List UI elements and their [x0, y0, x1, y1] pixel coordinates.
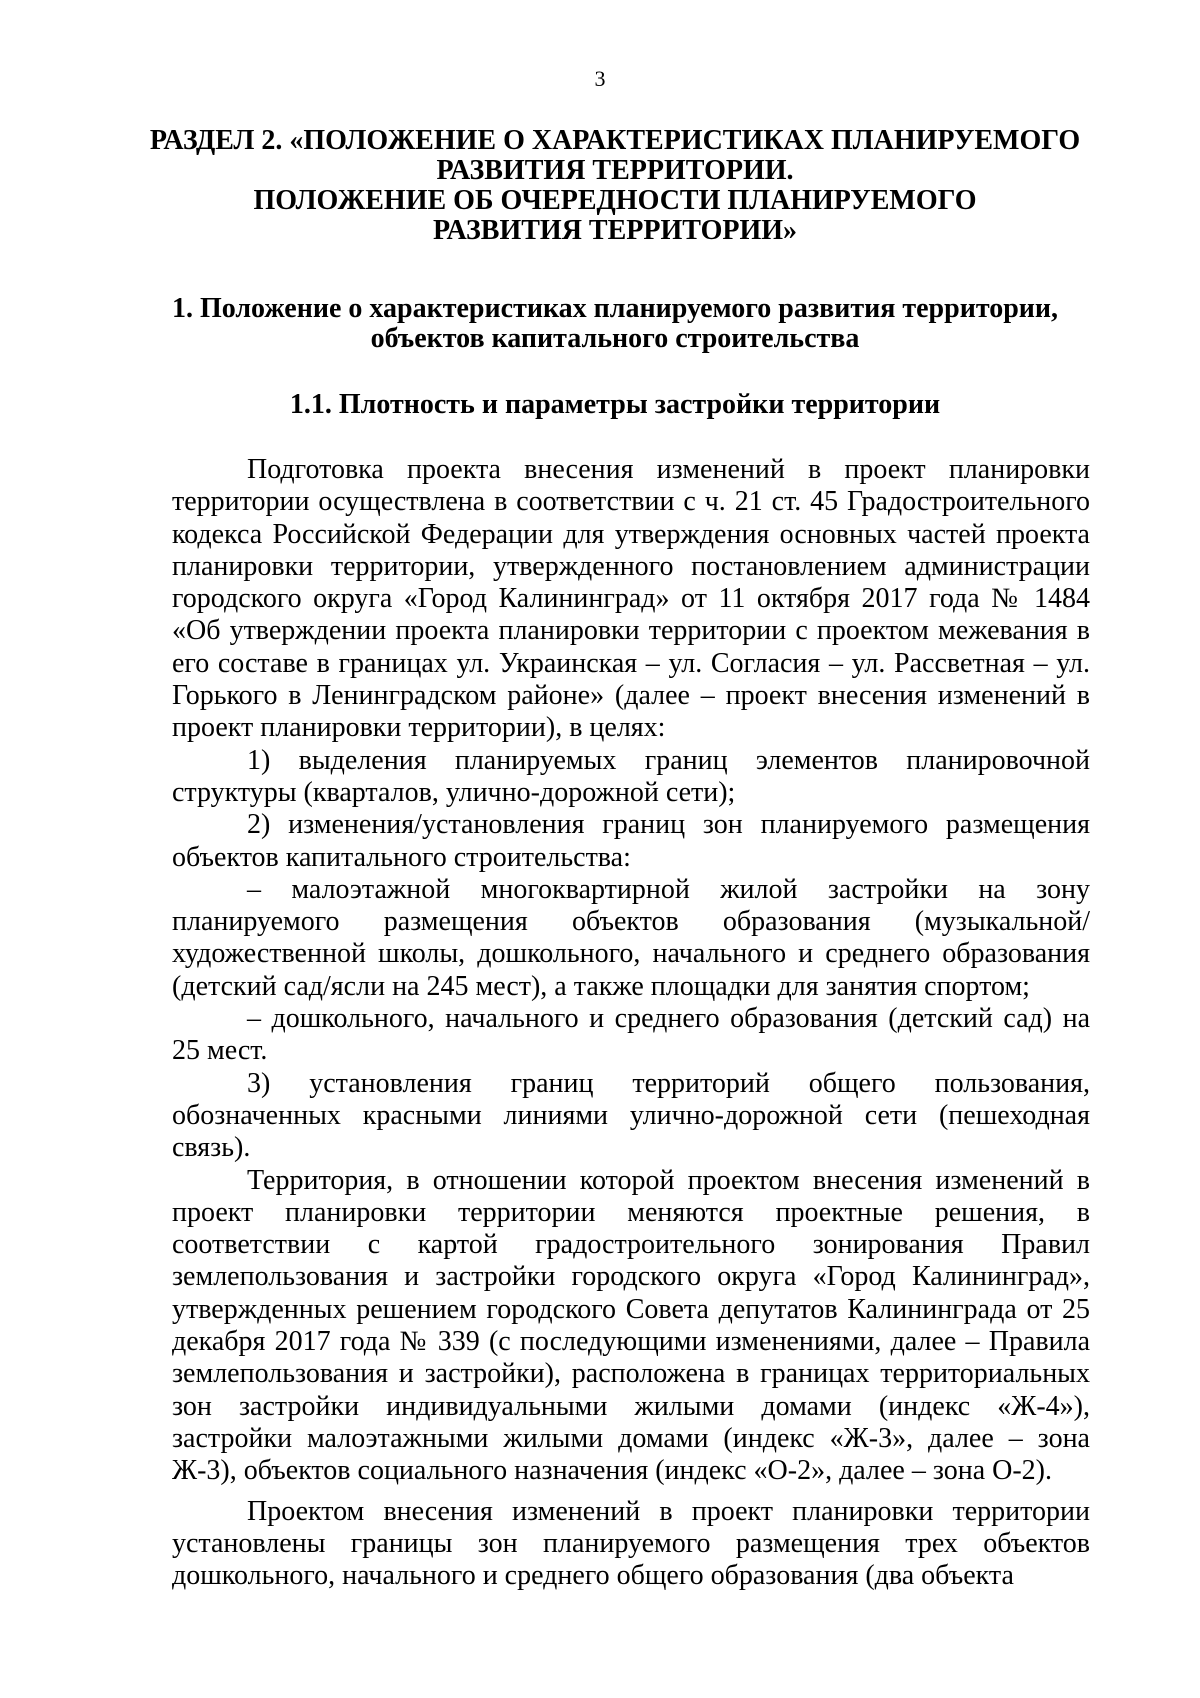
- heading-1-line: 1. Положение о характеристиках планируемого развития территории,: [171, 293, 1059, 324]
- section-title-line: РАЗВИТИЯ ТЕРРИТОРИИ.: [436, 155, 794, 186]
- paragraph-territory: Территория, в отношении которой проектом внесения изменений в проект планировки территории меняются проектные решения, в соответствии с картой градостроительного зонирования Правил землепользования и застройки городского округа «Город Калининград», утвержденных решением городского Совета депутатов Калининграда от 25 декабря 2017 года № 339 (с последующими изменениями, далее – Правила землепользования и застройки), расположена в границах территориальных зон застройки индивидуальными жилыми домами (индекс «Ж-4»), застройки малоэтажными жилыми домами (индекс «Ж-3», далее – зона Ж-3), объектов социального назначения (индекс «О-2», далее – зона О-2).: [172, 1164, 1090, 1487]
- list-item-3: 3) установления границ территорий общего пользования, обозначенных красными линиями улично-дорожной сети (пешеходная связь).: [172, 1067, 1090, 1164]
- list-subitem-2: – дошкольного, начального и среднего образования (детский сад) на 25 мест.: [172, 1003, 1090, 1067]
- page-number: 3: [594, 66, 606, 91]
- heading-1: [120, 294, 1110, 354]
- heading-1-1: 1.1. Плотность и параметры застройки территории: [289, 389, 941, 420]
- body-text: [172, 454, 1090, 1592]
- section-title-line: ПОЛОЖЕНИЕ ОБ ОЧЕРЕДНОСТИ ПЛАНИРУЕМОГО: [253, 185, 977, 216]
- list-subitem-1: – малоэтажной многоквартирной жилой застройки на зону планируемого размещения объектов образования (музыкальной/художественной школы, дошкольного, начального и среднего образования (детский сад/ясли на 245 мест), а также площадки для занятия спортом;: [172, 873, 1090, 1002]
- section-title: [120, 126, 1110, 246]
- section-title-line: РАЗДЕЛ 2. «ПОЛОЖЕНИЕ О ХАРАКТЕРИСТИКАХ ПЛАНИРУЕМОГО: [149, 125, 1081, 156]
- section-title-line: РАЗВИТИЯ ТЕРРИТОРИИ»: [432, 215, 798, 246]
- heading-1-line: объектов капитального строительства: [370, 323, 860, 354]
- list-item-2: 2) изменения/установления границ зон планируемого размещения объектов капитального строительства:: [172, 809, 1090, 873]
- list-item-1: 1) выделения планируемых границ элементов планировочной структуры (кварталов, улично-дорожной сети);: [172, 744, 1090, 808]
- paragraph-intro: Подготовка проекта внесения изменений в проект планировки территории осуществлена в соответствии с ч. 21 ст. 45 Градостроительного кодекса Российской Федерации для утверждения основных частей проекта планировки территории, утвержденного постановлением администрации городского округа «Город Калининград» от 11 октября 2017 года № 1484 «Об утверждении проекта планировки территории с проектом межевания в его составе в границах ул. Украинская – ул. Согласия – ул. Рассветная – ул. Горького в Ленинградском районе» (далее – проект внесения изменений в проект планировки территории), в целях:: [172, 454, 1090, 744]
- paragraph-zones: Проектом внесения изменений в проект планировки территории установлены границы зон планируемого размещения трех объектов дошкольного, начального и среднего общего образования (два объекта: [172, 1495, 1090, 1592]
